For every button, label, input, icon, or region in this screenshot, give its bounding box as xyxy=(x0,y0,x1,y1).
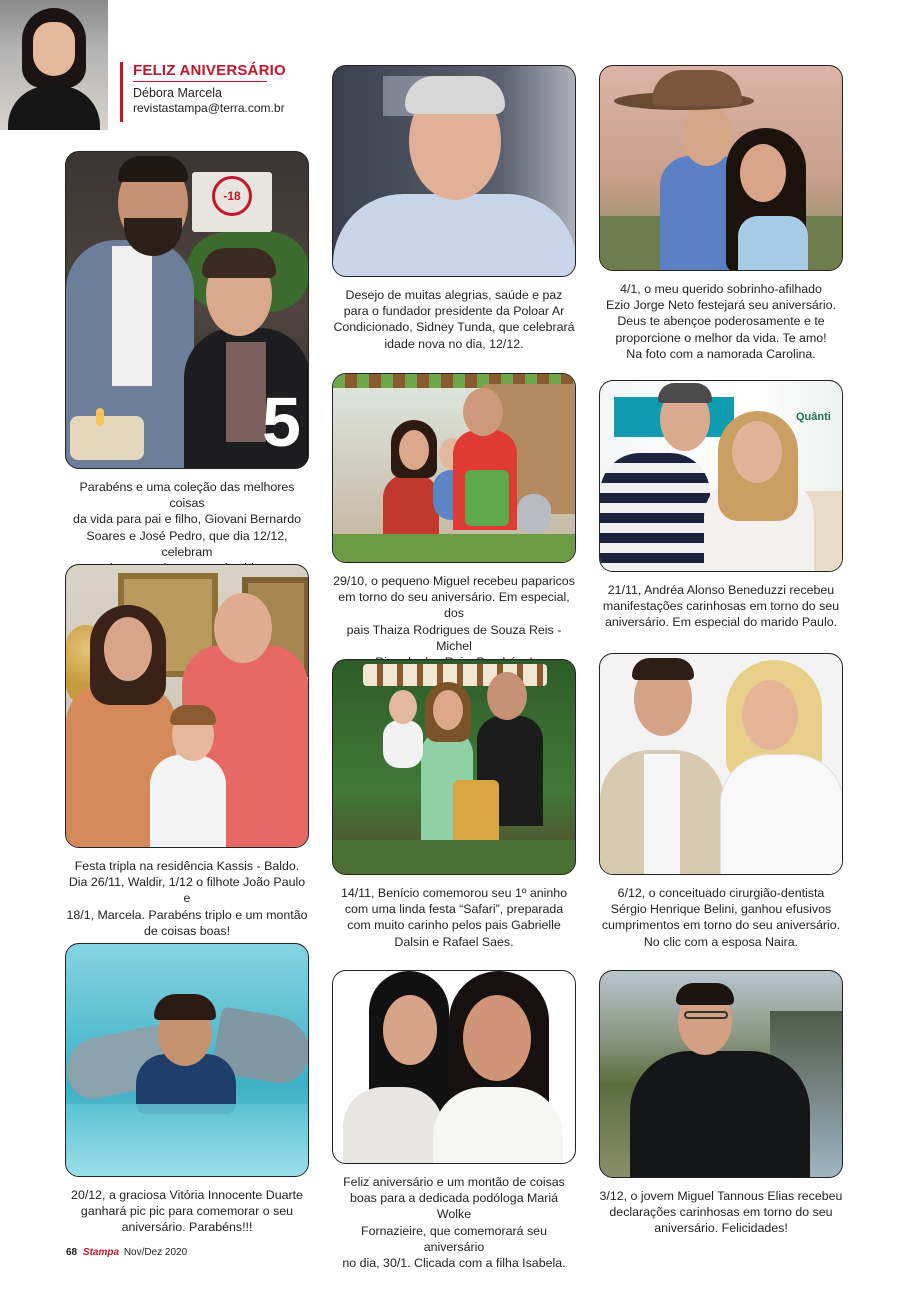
photo-maria xyxy=(332,970,576,1164)
card-ezio xyxy=(599,65,843,362)
photo-sidney xyxy=(332,65,576,277)
photo-benicio xyxy=(332,659,576,875)
caption-sidney: Desejo de muitas alegrias, saúde e paz para o fundador presidente da Poloar Ar Condicionado, Sidney Tunda, que celebrará idade nova no dia, 12/12. xyxy=(333,288,575,351)
title-rule xyxy=(133,81,267,82)
card-kassis xyxy=(65,564,309,939)
card-maria xyxy=(332,970,576,1271)
card-miguel-reis xyxy=(332,373,576,670)
caption-miguel-reis: 29/10, o pequeno Miguel recebeu paparicos em torno do seu aniversário. Em especial, dos pais Thaiza Rodrigues de Souza Reis - Michel xyxy=(333,574,575,653)
author-photo xyxy=(0,0,108,130)
card-andrea xyxy=(599,380,843,631)
card-miguel-elias xyxy=(599,970,843,1237)
photo-giovani xyxy=(65,151,309,469)
caption-giovani: Parabéns e uma coleção das melhores coisas da vida para pai e filho, Giovani Bernardo Soares e José Pedro, que dia 12/12, celebram xyxy=(73,480,301,559)
card-sergio xyxy=(599,653,843,950)
page-number: 68 xyxy=(66,1247,78,1258)
store-sign: Quânti xyxy=(796,411,831,423)
number-five-decoration: 5 xyxy=(262,383,301,461)
magazine-name: Stampa xyxy=(82,1247,120,1258)
card-vitoria xyxy=(65,943,309,1236)
column-header xyxy=(120,62,286,122)
card-benicio xyxy=(332,659,576,950)
caption-maria: Feliz aniversário e um montão de coisas boas para a dedicada podóloga Mariá Wolke Fornazieire, que comemorará seu aniversário no dia, 30/1. Clicada com a filha Isabela. xyxy=(342,1175,566,1271)
photo-kassis xyxy=(65,564,309,848)
caption-benicio: 14/11, Benício comemorou seu 1º aninho com uma linda festa “Safari”, preparada com muito carinho pelos pais Gabrielle Dalsin e Rafael Saes. xyxy=(340,886,568,949)
photo-sergio xyxy=(599,653,843,875)
card-giovani xyxy=(65,151,309,576)
caption-miguel-elias: 3/12, o jovem Miguel Tannous Elias recebeu declarações carinhosas em torno do seu aniversário. Felicidades! xyxy=(599,1189,843,1236)
photo-andrea xyxy=(599,380,843,572)
issue-date: Nov/Dez 2020 xyxy=(123,1247,188,1258)
caption-kassis: Festa tripla na residência Kassis - Baldo. Dia 26/11, Waldir, 1/12 o filhote João Paulo e 18/1, Marcela. Parabéns triplo e um montão de coisas boas! xyxy=(66,859,308,938)
photo-vitoria xyxy=(65,943,309,1177)
caption-andrea: 21/11, Andréa Alonso Beneduzzi recebeu manifestações carinhosas em torno do seu aniversário. Em especial do marido Paulo. xyxy=(602,583,840,630)
caption-ezio: 4/1, o meu querido sobrinho-afilhado Ezio Jorge Neto festejará seu aniversário. Deus te abençoe poderosamente e te proporcione o melhor da vida. Te amo! Na foto com a namorada Carolina. xyxy=(605,282,837,361)
page-footer xyxy=(66,1247,187,1258)
section-title: FELIZ ANIVERSÁRIO xyxy=(133,62,286,79)
photo-miguel-reis xyxy=(332,373,576,563)
age-restriction-sign: -18 xyxy=(212,176,252,216)
caption-sergio: 6/12, o conceituado cirurgião-dentista Sérgio Henrique Belini, ganhou efusivos cumprimentos em torno do seu aniversário. No clic com a esposa Naira. xyxy=(601,886,841,949)
author-email[interactable]: revistastampa@terra.com.br xyxy=(133,101,285,115)
card-sidney xyxy=(332,65,576,352)
photo-miguel-elias xyxy=(599,970,843,1178)
caption-vitoria: 20/12, a graciosa Vitória Innocente Duarte ganhará pic pic para comemorar o seu aniversário. Parabéns!!! xyxy=(71,1188,303,1235)
author-name: Débora Marcela xyxy=(133,86,222,100)
photo-ezio xyxy=(599,65,843,271)
